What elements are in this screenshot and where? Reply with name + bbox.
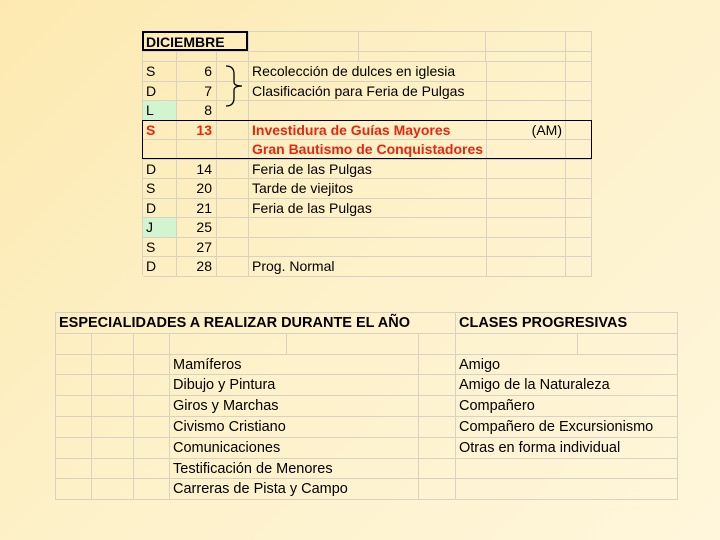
specialties-header-row xyxy=(56,313,678,334)
day-letter: D xyxy=(143,160,177,180)
event-text: Investidura de Guías Mayores xyxy=(249,121,486,141)
day-letter: D xyxy=(143,257,177,277)
day-letter: S xyxy=(143,179,177,199)
progressive-class-name: Amigo xyxy=(456,355,578,376)
event-note xyxy=(486,101,566,121)
calendar-title-box xyxy=(142,31,248,51)
event-note xyxy=(486,218,566,238)
specialty-name: Comunicaciones xyxy=(170,438,287,459)
classes-title: CLASES PROGRESIVAS xyxy=(456,313,678,334)
day-number: 27 xyxy=(177,238,217,258)
specialties-row xyxy=(56,355,678,376)
calendar-row xyxy=(143,257,592,277)
calendar-row xyxy=(143,218,592,238)
progressive-class-name: Amigo de la Naturaleza xyxy=(456,375,578,396)
calendar-row xyxy=(143,82,592,102)
specialty-name: Giros y Marchas xyxy=(170,396,287,417)
event-text: Prog. Normal xyxy=(249,257,486,277)
specialties-row xyxy=(56,438,678,459)
progressive-class-name: Compañero xyxy=(456,396,578,417)
day-letter: S xyxy=(143,62,177,82)
day-number: 21 xyxy=(177,199,217,219)
event-note xyxy=(486,82,566,102)
event-note xyxy=(486,62,566,82)
day-number: 20 xyxy=(177,179,217,199)
specialty-name: Carreras de Pista y Campo xyxy=(170,479,287,500)
event-text: Feria de las Pulgas xyxy=(249,160,486,180)
specialty-name: Mamíferos xyxy=(170,355,287,376)
event-text: Feria de las Pulgas xyxy=(249,199,486,219)
event-text: Recolección de dulces en iglesia xyxy=(249,62,486,82)
specialties-row xyxy=(56,417,678,438)
day-letter: S xyxy=(143,121,177,141)
event-note xyxy=(486,238,566,258)
calendar-row xyxy=(143,101,592,121)
calendar-row xyxy=(143,199,592,219)
progressive-class-name xyxy=(456,479,578,500)
day-number: 13 xyxy=(177,121,217,141)
event-text xyxy=(249,218,486,238)
day-letter: L xyxy=(143,101,177,121)
progressive-class-name xyxy=(456,459,578,480)
specialties-title: ESPECIALIDADES A REALIZAR DURANTE EL AÑO xyxy=(56,313,456,334)
progressive-class-name: Compañero de Excursionismo xyxy=(456,417,578,438)
event-text xyxy=(249,101,486,121)
event-note: (AM) xyxy=(486,121,566,141)
event-text: Gran Bautismo de Conquistadores xyxy=(249,140,486,160)
day-number: 14 xyxy=(177,160,217,180)
event-text xyxy=(249,238,486,258)
specialty-name: Civismo Cristiano xyxy=(170,417,287,438)
event-note xyxy=(486,179,566,199)
day-letter: D xyxy=(143,82,177,102)
day-number: 8 xyxy=(177,101,217,121)
calendar-title: DICIEMBRE xyxy=(143,32,249,52)
progressive-class-name: Otras en forma individual xyxy=(456,438,578,459)
highlight-box xyxy=(142,120,592,159)
event-note xyxy=(486,257,566,277)
specialties-row xyxy=(56,459,678,480)
event-note xyxy=(486,199,566,219)
specialty-name: Dibujo y Pintura xyxy=(170,375,287,396)
day-number: 6 xyxy=(177,62,217,82)
day-number: 7 xyxy=(177,82,217,102)
specialties-row xyxy=(56,375,678,396)
calendar-row xyxy=(143,238,592,258)
curly-brace-icon xyxy=(224,64,246,108)
day-letter: D xyxy=(143,199,177,219)
specialties-row xyxy=(56,334,678,355)
event-text: Tarde de viejitos xyxy=(249,179,486,199)
event-text: Clasificación para Feria de Pulgas xyxy=(249,82,486,102)
event-note xyxy=(486,160,566,180)
day-number: 25 xyxy=(177,218,217,238)
specialties-row xyxy=(56,396,678,417)
day-number: 28 xyxy=(177,257,217,277)
day-letter: J xyxy=(143,218,177,238)
specialties-row xyxy=(56,479,678,500)
specialties-table xyxy=(55,312,678,500)
calendar-row xyxy=(143,179,592,199)
calendar-row xyxy=(143,62,592,82)
day-letter: S xyxy=(143,238,177,258)
calendar-row xyxy=(143,160,592,180)
specialty-name: Testificación de Menores xyxy=(170,459,287,480)
